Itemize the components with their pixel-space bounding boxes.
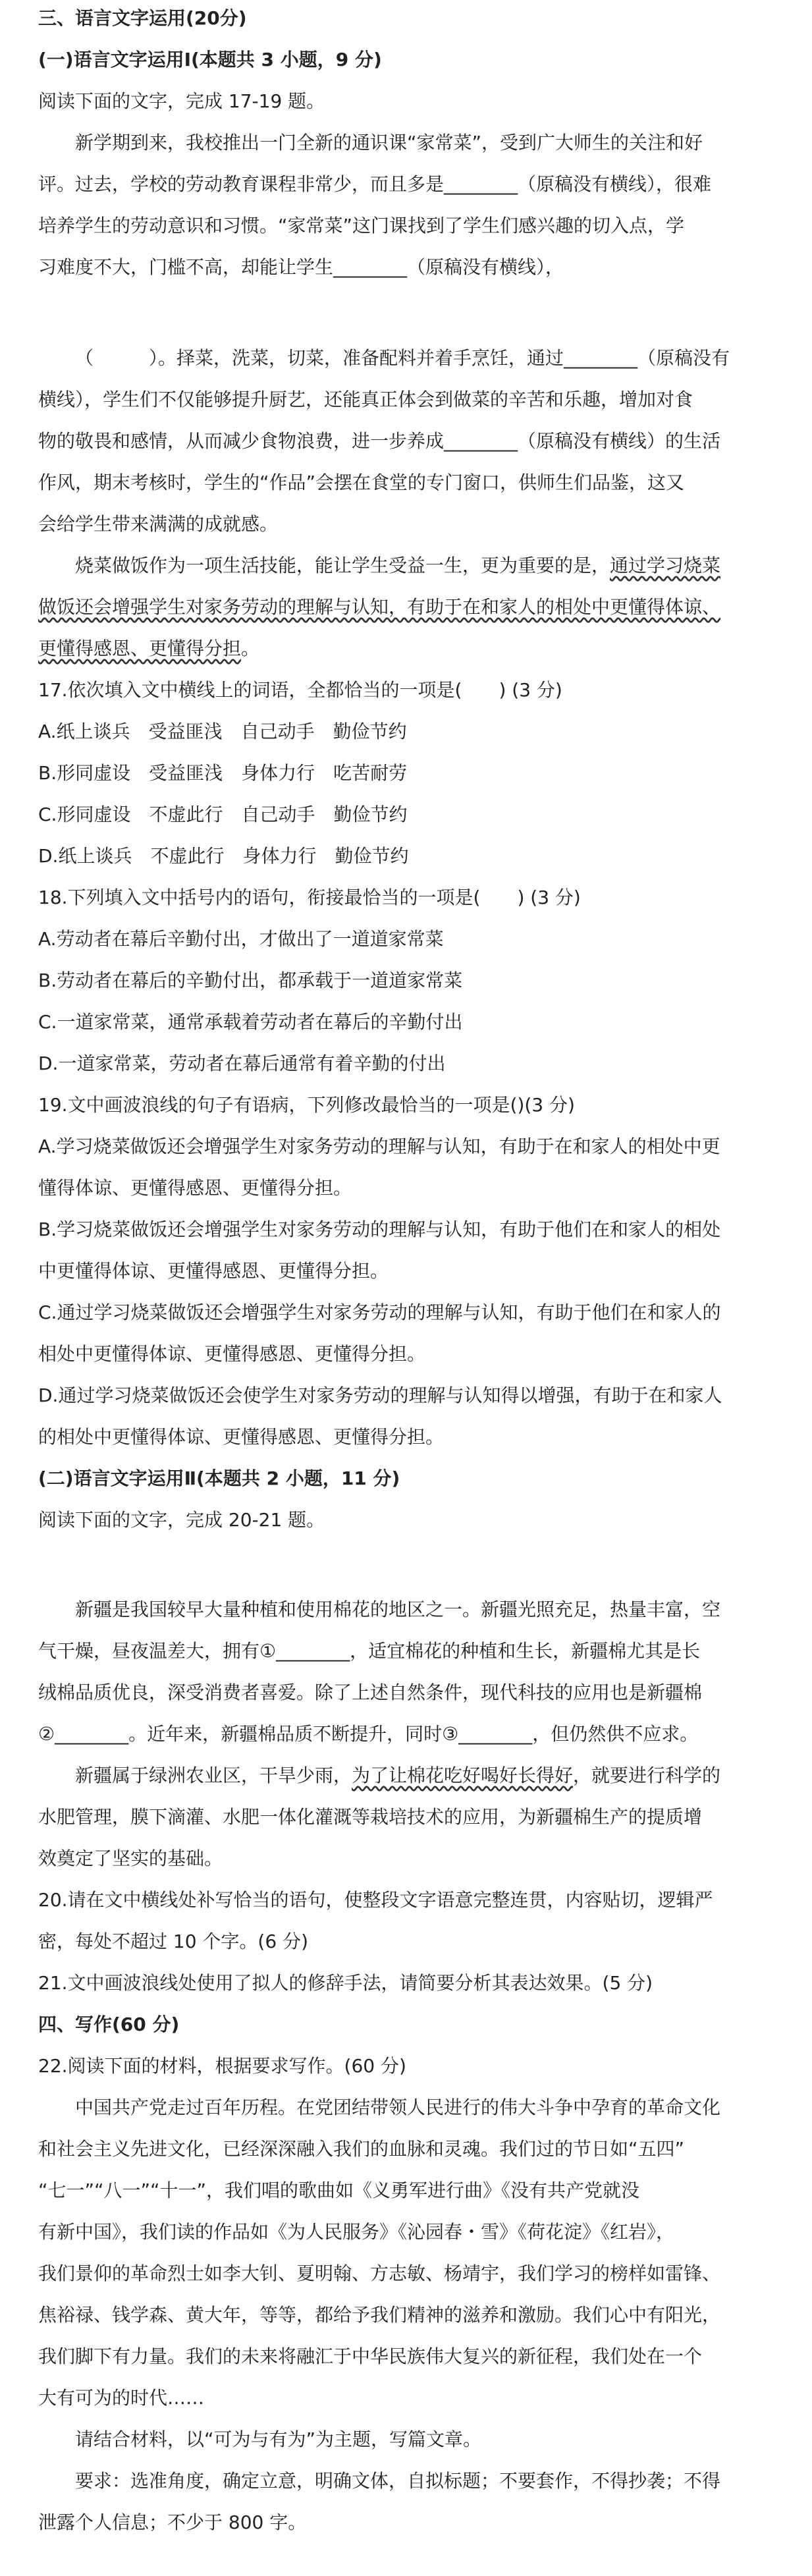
- passage1-line: 物的敬畏和感情，从而减少食物浪费，进一步养成________（原稿没有横线）的生活: [38, 430, 721, 452]
- q19-option-a: A.学习烧菜做饭还会增强学生对家务劳动的理解与认知，有助于在和家人的相处中更: [38, 1136, 720, 1157]
- q20-stem: 20.请在文中横线处补写恰当的语句，使整段文字语意完整连贯，内容贴切，逻辑严: [38, 1889, 713, 1911]
- passage1-line: 习难度不大，门槛不高，却能让学生________（原稿没有横线），: [38, 256, 564, 278]
- passage2-line: 绒棉品质优良，深受消费者喜爱。除了上述自然条件，现代科技的应用也是新疆棉: [38, 1682, 703, 1703]
- material-line: 大有可为的时代……: [38, 2387, 205, 2409]
- material-line: 有新中国》，我们读的作品如《为人民服务》《沁园春・雪》《荷花淀》《红岩》，: [38, 2221, 675, 2243]
- underline-para-tail: 。: [241, 638, 260, 659]
- underline-paragraph-line: [38, 586, 784, 628]
- material-line: “七一”“八一”“十一”，我们唱的歌曲如《义勇军进行曲》《没有共产党就没: [38, 2179, 640, 2201]
- part2-instruction: 阅读下面的文字，完成 20-21 题。: [38, 1509, 325, 1531]
- passage1-line: 横线），学生们不仅能够提升厨艺，还能真正体会到做菜的辛苦和乐趣，增加对食: [38, 389, 693, 410]
- passage1-line: 评。过去，学校的劳动教育课程非常少，而且多是________（原稿没有横线），很难: [38, 173, 712, 195]
- material-line: 中国共产党走过百年历程。在党团结带领人民进行的伟大斗争中孕育的革命文化: [75, 2096, 721, 2118]
- material-line: 我们脚下有力量。我们的未来将融汇于中华民族伟大复兴的新征程，我们处在一个: [38, 2345, 703, 2367]
- passage1-line: （ ）。择菜，洗菜，切菜，准备配料并着手烹饪，通过________（原稿没有: [75, 347, 730, 369]
- writing-prompt: 请结合材料，以“可为与有为”为主题，写篇文章。: [75, 2428, 482, 2450]
- passage2-para2: [38, 1755, 784, 1796]
- q22-stem: 22.阅读下面的材料，根据要求写作。(60 分): [38, 2055, 406, 2077]
- passage2-line: ②________。近年来，新疆棉品质不断提升，同时③________，但仍然供不应求。: [38, 1723, 699, 1745]
- wavy-sentence-part: 做饭还会增强学生对家务劳动的理解与认知，有助于在和家人的相处中更懂得体谅、: [38, 596, 721, 618]
- q19-option-d-cont: 的相处中更懂得体谅、更懂得感恩、更懂得分担。: [38, 1426, 445, 1448]
- wavy-sentence: 为了让棉花吃好喝好长得好: [352, 1765, 574, 1786]
- q17-option-c: C.形同虚设 不虚此行 自己动手 勤俭节约: [38, 804, 408, 825]
- passage2-line: 气干燥，昼夜温差大，拥有①________，适宜棉花的种植和生长，新疆棉尤其是长: [38, 1640, 701, 1662]
- blank-gap: [38, 1541, 784, 1582]
- blank-gap: [38, 288, 784, 329]
- para2-tail: ，就要进行科学的: [573, 1765, 721, 1786]
- writing-requirements-cont: 泄露个人信息；不少于 800 字。: [38, 2511, 307, 2533]
- passage2-line: 效奠定了坚实的基础。: [38, 1848, 223, 1869]
- q17-option-a: A.纸上谈兵 受益匪浅 自己动手 勤俭节约: [38, 721, 407, 742]
- q18-option-d: D.一道家常菜，劳动者在幕后通常有着辛勤的付出: [38, 1053, 446, 1074]
- q18-option-b: B.劳动者在幕后的辛勤付出，都承载于一道道家常菜: [38, 970, 463, 991]
- q18-option-a: A.劳动者在幕后辛勤付出，才做出了一道道家常菜: [38, 928, 444, 950]
- part1-instruction: 阅读下面的文字，完成 17-19 题。: [38, 90, 325, 112]
- writing-requirements: 要求：选准角度，确定立意，明确文体，自拟标题；不要套作，不得抄袭；不得: [75, 2470, 721, 2492]
- section4-title: 四、写作(60 分): [38, 2014, 180, 2035]
- underline-paragraph: [38, 545, 784, 586]
- passage2-line: 水肥管理，膜下滴灌、水肥一体化灌溉等栽培技术的应用，为新疆棉生产的提质增: [38, 1806, 703, 1828]
- q17-option-d: D.纸上谈兵 不虚此行 身体力行 勤俭节约: [38, 845, 409, 867]
- part2-title: (二)语言文字运用Ⅱ(本题共 2 小题，11 分): [38, 1467, 400, 1489]
- q17-option-b: B.形同虚设 受益匪浅 身体力行 吃苦耐劳: [38, 762, 408, 784]
- passage1-line: 培养学生的劳动意识和习惯。“家常菜”这门课找到了学生们感兴趣的切入点，学: [38, 215, 685, 236]
- q19-stem: 19.文中画波浪线的句子有语病，下列修改最恰当的一项是()(3 分): [38, 1094, 575, 1116]
- underline-para-lead: 烧菜做饭作为一项生活技能，能让学生受益一生，更为重要的是，: [75, 555, 610, 576]
- q19-option-c-cont: 相处中更懂得体谅、更懂得感恩、更懂得分担。: [38, 1343, 426, 1365]
- q19-option-a-cont: 懂得体谅、更懂得感恩、更懂得分担。: [38, 1177, 352, 1199]
- wavy-sentence-part: 更懂得感恩、更懂得分担: [38, 638, 242, 659]
- q17-stem: 17.依次填入文中横线上的词语，全都恰当的一项是( ) (3 分): [38, 679, 562, 701]
- passage2-line: 新疆是我国较早大量种植和使用棉花的地区之一。新疆光照充足，热量丰富，空: [75, 1599, 721, 1620]
- material-line: 我们景仰的革命烈士如李大钊、夏明翰、方志敏、杨靖宇，我们学习的榜样如雷锋、: [38, 2262, 721, 2284]
- q19-option-d: D.通过学习烧菜做饭还会使学生对家务劳动的理解与认知得以增强，有助于在和家人: [38, 1384, 722, 1406]
- section3-title: 三、语言文字运用(20分): [38, 7, 247, 29]
- part1-title: (一)语言文字运用Ⅰ(本题共 3 小题，9 分): [38, 49, 382, 70]
- passage1-line: 会给学生带来满满的成就感。: [38, 513, 279, 535]
- passage1-line: 作风，期末考核时，学生的“作品”会摆在食堂的专门窗口，供师生们品鉴，这又: [38, 472, 685, 493]
- material-line: 和社会主义先进文化，已经深深融入我们的血脉和灵魂。我们过的节日如“五四”: [38, 2138, 685, 2160]
- material-line: 焦裕禄、钱学森、黄大年，等等，都给予我们精神的滋养和激励。我们心中有阳光，: [38, 2304, 721, 2326]
- q19-option-b-cont: 中更懂得体谅、更懂得感恩、更懂得分担。: [38, 1260, 389, 1282]
- q21-stem: 21.文中画波浪线处使用了拟人的修辞手法，请简要分析其表达效果。(5 分): [38, 1972, 653, 1994]
- wavy-sentence-part: 通过学习烧菜: [610, 555, 721, 576]
- q18-stem: 18.下列填入文中括号内的语句，衔接最恰当的一项是( ) (3 分): [38, 887, 581, 908]
- q19-option-b: B.学习烧菜做饭还会增强学生对家务劳动的理解与认知，有助于他们在和家人的相处: [38, 1219, 721, 1240]
- q20-stem-cont: 密，每处不超过 10 个字。(6 分): [38, 1931, 308, 1952]
- passage1-line: 新学期到来，我校推出一门全新的通识课“家常菜”，受到广大师生的关注和好: [75, 132, 703, 153]
- underline-paragraph-line: [38, 628, 784, 669]
- q19-option-c: C.通过学习烧菜做饭还会增强学生对家务劳动的理解与认知，有助于他们在和家人的: [38, 1302, 721, 1323]
- para2-lead: 新疆属于绿洲农业区，干旱少雨，: [75, 1765, 352, 1786]
- q18-option-c: C.一道家常菜，通常承载着劳动者在幕后的辛勤付出: [38, 1011, 463, 1033]
